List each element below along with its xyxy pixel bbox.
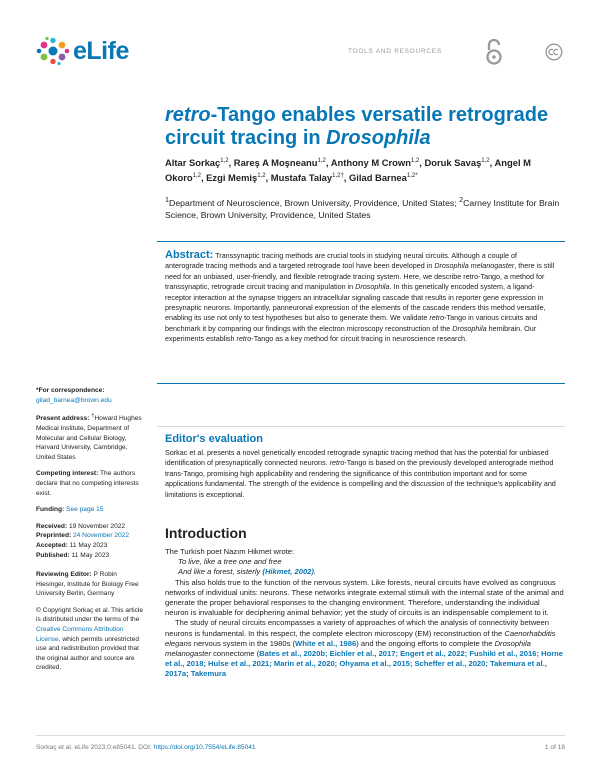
reviewing-editor (36, 570, 146, 599)
author-affiliation-sup: 1,2 (192, 172, 201, 179)
funding-link[interactable]: See page 15 (66, 506, 104, 514)
date-value: 11 May 2023 (69, 541, 108, 549)
open-access-icon (484, 38, 504, 66)
poem-end: . (313, 567, 317, 577)
abstract-italic-1: Drosophila melanogaster (434, 261, 515, 271)
competing-interest (36, 469, 146, 498)
evaluation-heading: Editor's evaluation (165, 433, 263, 445)
intro-p3-d: connectome ( (211, 649, 260, 659)
introduction-body (165, 547, 565, 680)
author-affiliation-sup: 1,2* (406, 172, 418, 179)
affil-2: Carney Institute for Brain Science, Brown University, Providence, United States (165, 197, 560, 220)
reviewing-editor-label: Reviewing Editor: (36, 571, 92, 579)
poem-line-2-text: And like a forest, sisterly (178, 567, 263, 577)
sidebar (36, 386, 146, 680)
abstract-text-6: -Tango as a key method for circuit tracing in neuroscience research. (251, 334, 468, 344)
dates (36, 522, 146, 560)
title-italic-part: retro (165, 104, 211, 126)
date-value: 19 November 2022 (69, 522, 126, 530)
poem-line-2 (165, 567, 565, 577)
correspondence-label: *For correspondence: (36, 387, 105, 394)
page-footer (36, 735, 565, 751)
abstract-text-1: Transsynaptic tracing methods are crucial tools in studying neural circuits. Although a couple of anterograde tracing methods and a targeted retrograde tool have been developed in (165, 251, 517, 271)
editors-evaluation (157, 426, 565, 499)
abstract-text-3: . In this genetically encoded system, a ligand-receptor interaction at the synapse triggers an intracellular signaling cascade that results in reporter gene expression in presynaptic neurons. Importantly, panneuronal expression of the elements of the cascade renders this method versatile, enabling its use not only to test hypotheses but also to generate them. We validate (165, 282, 546, 323)
footer-doi-link[interactable]: https://doi.org/10.7554/eLife.85041 (153, 744, 256, 751)
intro-p3-c: ) and the ongoing efforts to complete the (356, 638, 495, 648)
author-name[interactable]: Doruk Savaş (424, 157, 482, 169)
present-address (36, 412, 146, 462)
author-name[interactable]: Rareş A Moşneanu (233, 157, 318, 169)
poem-line-1: To live, like a tree one and free (178, 557, 282, 567)
intro-paragraph-1: The Turkish poet Nazım Hikmet wrote: (165, 547, 295, 556)
footer-citation (36, 744, 256, 751)
author-name[interactable]: Mustafa Talay (270, 171, 333, 183)
author-affiliation-sup: 1,2 (317, 158, 326, 164)
abstract-text-5: hemibrain. Our experiments establish (165, 323, 537, 344)
license-link[interactable]: Creative Commons Attribution License, (36, 626, 124, 643)
intro-paragraph-3 (165, 618, 565, 679)
abstract-text-2: , there is still need for an unbiased, user-friendly, and flexible retrograde tracing system. Here, we describe retro-Tango, a method for transsynaptic, retrograde circuit tracing and manipulation in (165, 261, 555, 292)
author-affiliation-sup: 1,2 (410, 158, 420, 164)
abstract-italic-3: retro (429, 313, 445, 323)
intro-paragraph-2: This also holds true to the function of the nervous system. Like forests, neural circuits have evolved as congruous networks of individual units: neurons. These networks integrate external stimuli with the internal state of the animal and generate the proper behavioral responses to the changing environment. Therefore, understanding the individual neuron is invaluable for deciphering animal behavior; yet the study of circuits is an indispensable complement to it. (165, 577, 564, 618)
logo-text: eLife (73, 36, 129, 65)
abstract-italic-2: Drosophila (355, 282, 390, 292)
evaluation-body (165, 448, 557, 500)
author-list: Altar Sorkaç$^{1,2}$, Rareş A Moşneanu$^{1,2}$, Anthony M Crown$^{1,2}$, Doruk Savaş$^{1,2}$, Angel M Okoro$^{1,2}$, Ezgi Memiş$^{1,2}$, Mustafa Talay$^{1,2\dagger}$, Gilad Barnea$^{1,2*}$ (165, 157, 531, 183)
author-affiliation-sup: 1,2 (257, 172, 266, 179)
intro-citation-1[interactable]: White et al., 1986 (295, 638, 357, 648)
elife-logo-icon (36, 36, 70, 66)
title-species: Drosophila (326, 127, 431, 149)
intro-p3-species-2: Drosophila melanogaster (165, 638, 531, 659)
abstract-heading: Abstract: (165, 249, 214, 261)
copyright-icon: © (36, 606, 41, 614)
date-label: Published: (36, 551, 70, 559)
intro-citations-2[interactable]: Bates et al., 2020b; Eichler et al., 2017; Engert et al., 2022; Fushiki et al., 2016; Horne et al., 2018; Hulse et al., 2021; Marin et al., 2020; Ohyama et al., 2015; Scheffer et al., 2020; Takemura et al., 2017a; Takemura (165, 649, 564, 679)
date-value: 11 May 2023 (71, 551, 110, 559)
paper-title (165, 104, 565, 150)
correspondence-email-link[interactable]: gilad_barnea@brown.edu (36, 396, 112, 404)
present-address-text: Howard Hughes Medical Institute, Department of Molecular and Cellular Biology, Harvard University, Cambridge, United States (36, 415, 142, 461)
evaluation-italic: retro (329, 458, 345, 468)
author-name[interactable]: Altar Sorkaç (165, 157, 221, 169)
author-name[interactable]: Angel M Okoro (165, 157, 531, 183)
affil-2-sup: 2 (459, 195, 464, 204)
funding (36, 505, 146, 515)
section-label: TOOLS AND RESOURCES (348, 48, 442, 55)
abstract-text-4: -Tango in various circuits and benchmark it by comparing our findings with the electron microscopy reconstruction of the (165, 313, 538, 333)
competing-interest-text: The authors declare that no competing interests exist. (36, 470, 139, 497)
intro-p3-a: The study of neural circuits encompasses a variety of approaches of which the analysis of connectivity between neurons is fundamental. In this respect, the complete electron microscopy (EM) reconstruction of the (165, 618, 549, 638)
author-name[interactable]: Anthony M Crown (330, 157, 411, 169)
funding-label: Funding: (36, 506, 65, 514)
evaluation-text-1: Sorkac et al. presents a novel genetically encoded retrograde synaptic tracing method that has the potential for unbiased identification of presynaptically connected neurons. (165, 448, 549, 468)
present-address-sup: † (91, 413, 95, 420)
copyright-text: Copyright Sorkaç et al. This article is distributed under the terms of the (36, 606, 143, 624)
competing-interest-label: Competing interest: (36, 470, 99, 478)
evaluation-text-2: -Tango is based on the previously developed anterograde method trans-Tango, promising high applicability and rendering the significance of this contribution important and for some applications fundamental. The strength of the evidence is compelling and the discussion of the technique's applicability and limitations is exceptional. (165, 458, 556, 499)
author-affiliation-sup: 1,2† (332, 172, 344, 179)
introduction-heading: Introduction (165, 525, 247, 541)
copyright-text-2: which permits unrestricted use and redistribution provided that the original author and source are credited. (36, 635, 140, 672)
creative-commons-icon (545, 43, 563, 61)
correspondence (36, 386, 146, 405)
abstract-italic-5: retro (236, 334, 252, 344)
date-value[interactable]: 24 November 2022 (73, 532, 130, 540)
affiliations (165, 194, 565, 221)
poem-citation[interactable]: (Hikmet, 2002) (262, 567, 314, 577)
footer-doi-label: DOI: (138, 744, 154, 751)
affil-1: Department of Neuroscience, Brown University, Providence, United States; (169, 197, 460, 208)
present-address-label: Present address: (36, 415, 90, 423)
date-label: Accepted: (36, 541, 68, 549)
title-text: -Tango enables versatile retrograde circuit tracing in (165, 104, 549, 149)
author-name[interactable]: Gilad Barnea (349, 171, 407, 183)
copyright (36, 606, 146, 673)
date-label: Preprinted: (36, 532, 72, 540)
reviewing-editor-text: P Robin Hiesinger, Institute for Biology Free University Berlin, Germany (36, 571, 139, 598)
intro-p3-species: Caenorhabditis elegans (165, 628, 556, 648)
footer-page-number: 1 of 18 (544, 744, 565, 751)
elife-logo[interactable] (36, 36, 129, 66)
footer-citation-text: Sorkaç et al. eLife 2023;0:e85041. (36, 744, 139, 751)
intro-p3-b: nervous system in the 1980s ( (191, 638, 296, 648)
author-affiliation-sup: 1,2 (220, 158, 229, 164)
author-affiliation-sup: 1,2 (481, 158, 490, 164)
abstract-box (157, 241, 565, 384)
author-name[interactable]: Ezgi Memiş (206, 171, 258, 183)
abstract-italic-4: Drosophila (452, 323, 487, 333)
date-label: Received: (36, 522, 68, 530)
affil-1-sup: 1 (165, 195, 170, 204)
